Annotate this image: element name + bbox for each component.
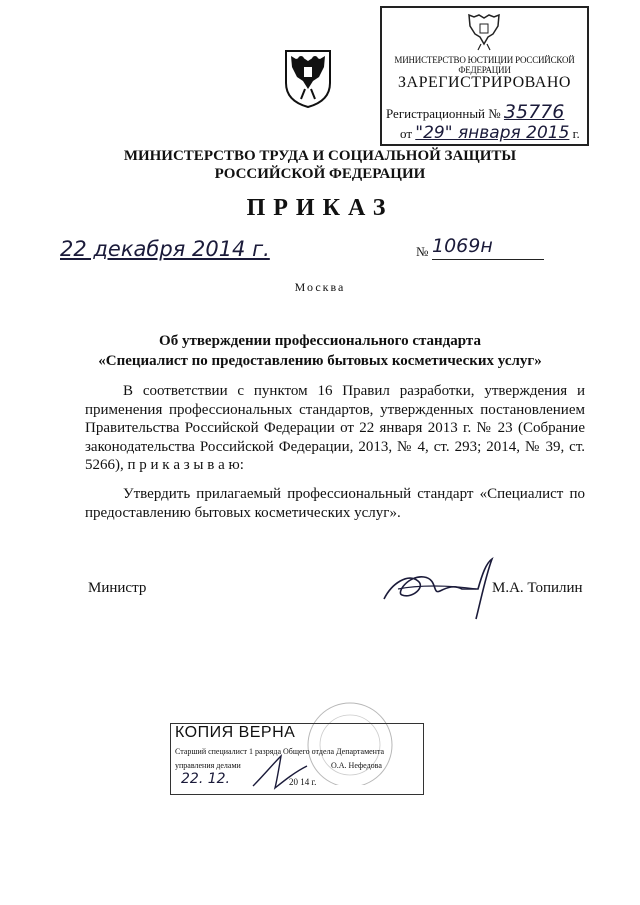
ministry-header [0,147,640,183]
order-number-label: № [416,244,429,259]
stamp-ministry: МИНИСТЕРСТВО ЮСТИЦИИ РОССИЙСКОЙ ФЕДЕРАЦИИ [394,55,575,75]
stamp-date-row [400,123,580,143]
stamp-date: "29" января 2015 [415,123,570,143]
copy-certified-stamp [170,723,424,795]
stamp-number-row [386,101,564,123]
coat-of-arms-emblem [283,47,333,114]
order-date: 22 декабря 2014 г. [60,237,270,261]
order-city: Москва [294,280,346,294]
copy-stamp-department: управления делами [175,761,241,770]
order-number: 1069н [432,235,493,257]
copy-stamp-title: КОПИЯ ВЕРНА [175,724,296,741]
stamp-date-prefix: от [400,126,413,141]
copy-stamp-position: Старший специалист 1 разряда Общего отдела Департамента [175,747,385,756]
order-subject [0,331,640,371]
copy-stamp-year: 20 14 г. [289,777,317,787]
handwritten-signature [378,555,498,630]
stamp-date-suffix: г. [572,126,580,141]
signatory-title: Министр [88,580,147,596]
subject-line2: «Специалист по предоставлению бытовых косметических услуг» [98,353,542,369]
body-paragraph-2: Утвердить прилагаемый профессиональный стандарт «Специалист по предоставлению бытовых косметических услуг». [85,486,585,521]
stamp-number: 35776 [503,101,565,123]
document-type: ПРИКАЗ [246,195,394,221]
body-paragraph-1: В соответствии с пунктом 16 Правил разработки, утверждения и применения профессиональных стандартов, утвержденных постановлением Правительства Российской Федерации от 22 января 2013 г. № 23 (Собрание законодательства Российской Федерации, 2013, № 4, ст. 293; 2014, № 39, ст. 5266), п р и к а з ы в а ю: [85,383,585,473]
subject-line1: Об утверждении профессионального стандарта [159,333,481,349]
order-number-underline [432,259,544,260]
ministry-line1: МИНИСТЕРСТВО ТРУДА И СОЦИАЛЬНОЙ ЗАЩИТЫ [123,148,517,164]
stamp-number-label: Регистрационный № [386,106,501,121]
ministry-line2: РОССИЙСКОЙ ФЕДЕРАЦИИ [214,166,426,182]
stamp-title: ЗАРЕГИСТРИРОВАНО [398,74,571,91]
registration-stamp [380,6,589,146]
stamp-emblem-icon [465,12,503,57]
copy-stamp-signature [251,746,311,796]
copy-stamp-date: 22. 12. [181,771,230,787]
copy-stamp-name: О.А. Нефедова [331,761,382,770]
signatory-name: М.А. Топилин [492,580,583,596]
